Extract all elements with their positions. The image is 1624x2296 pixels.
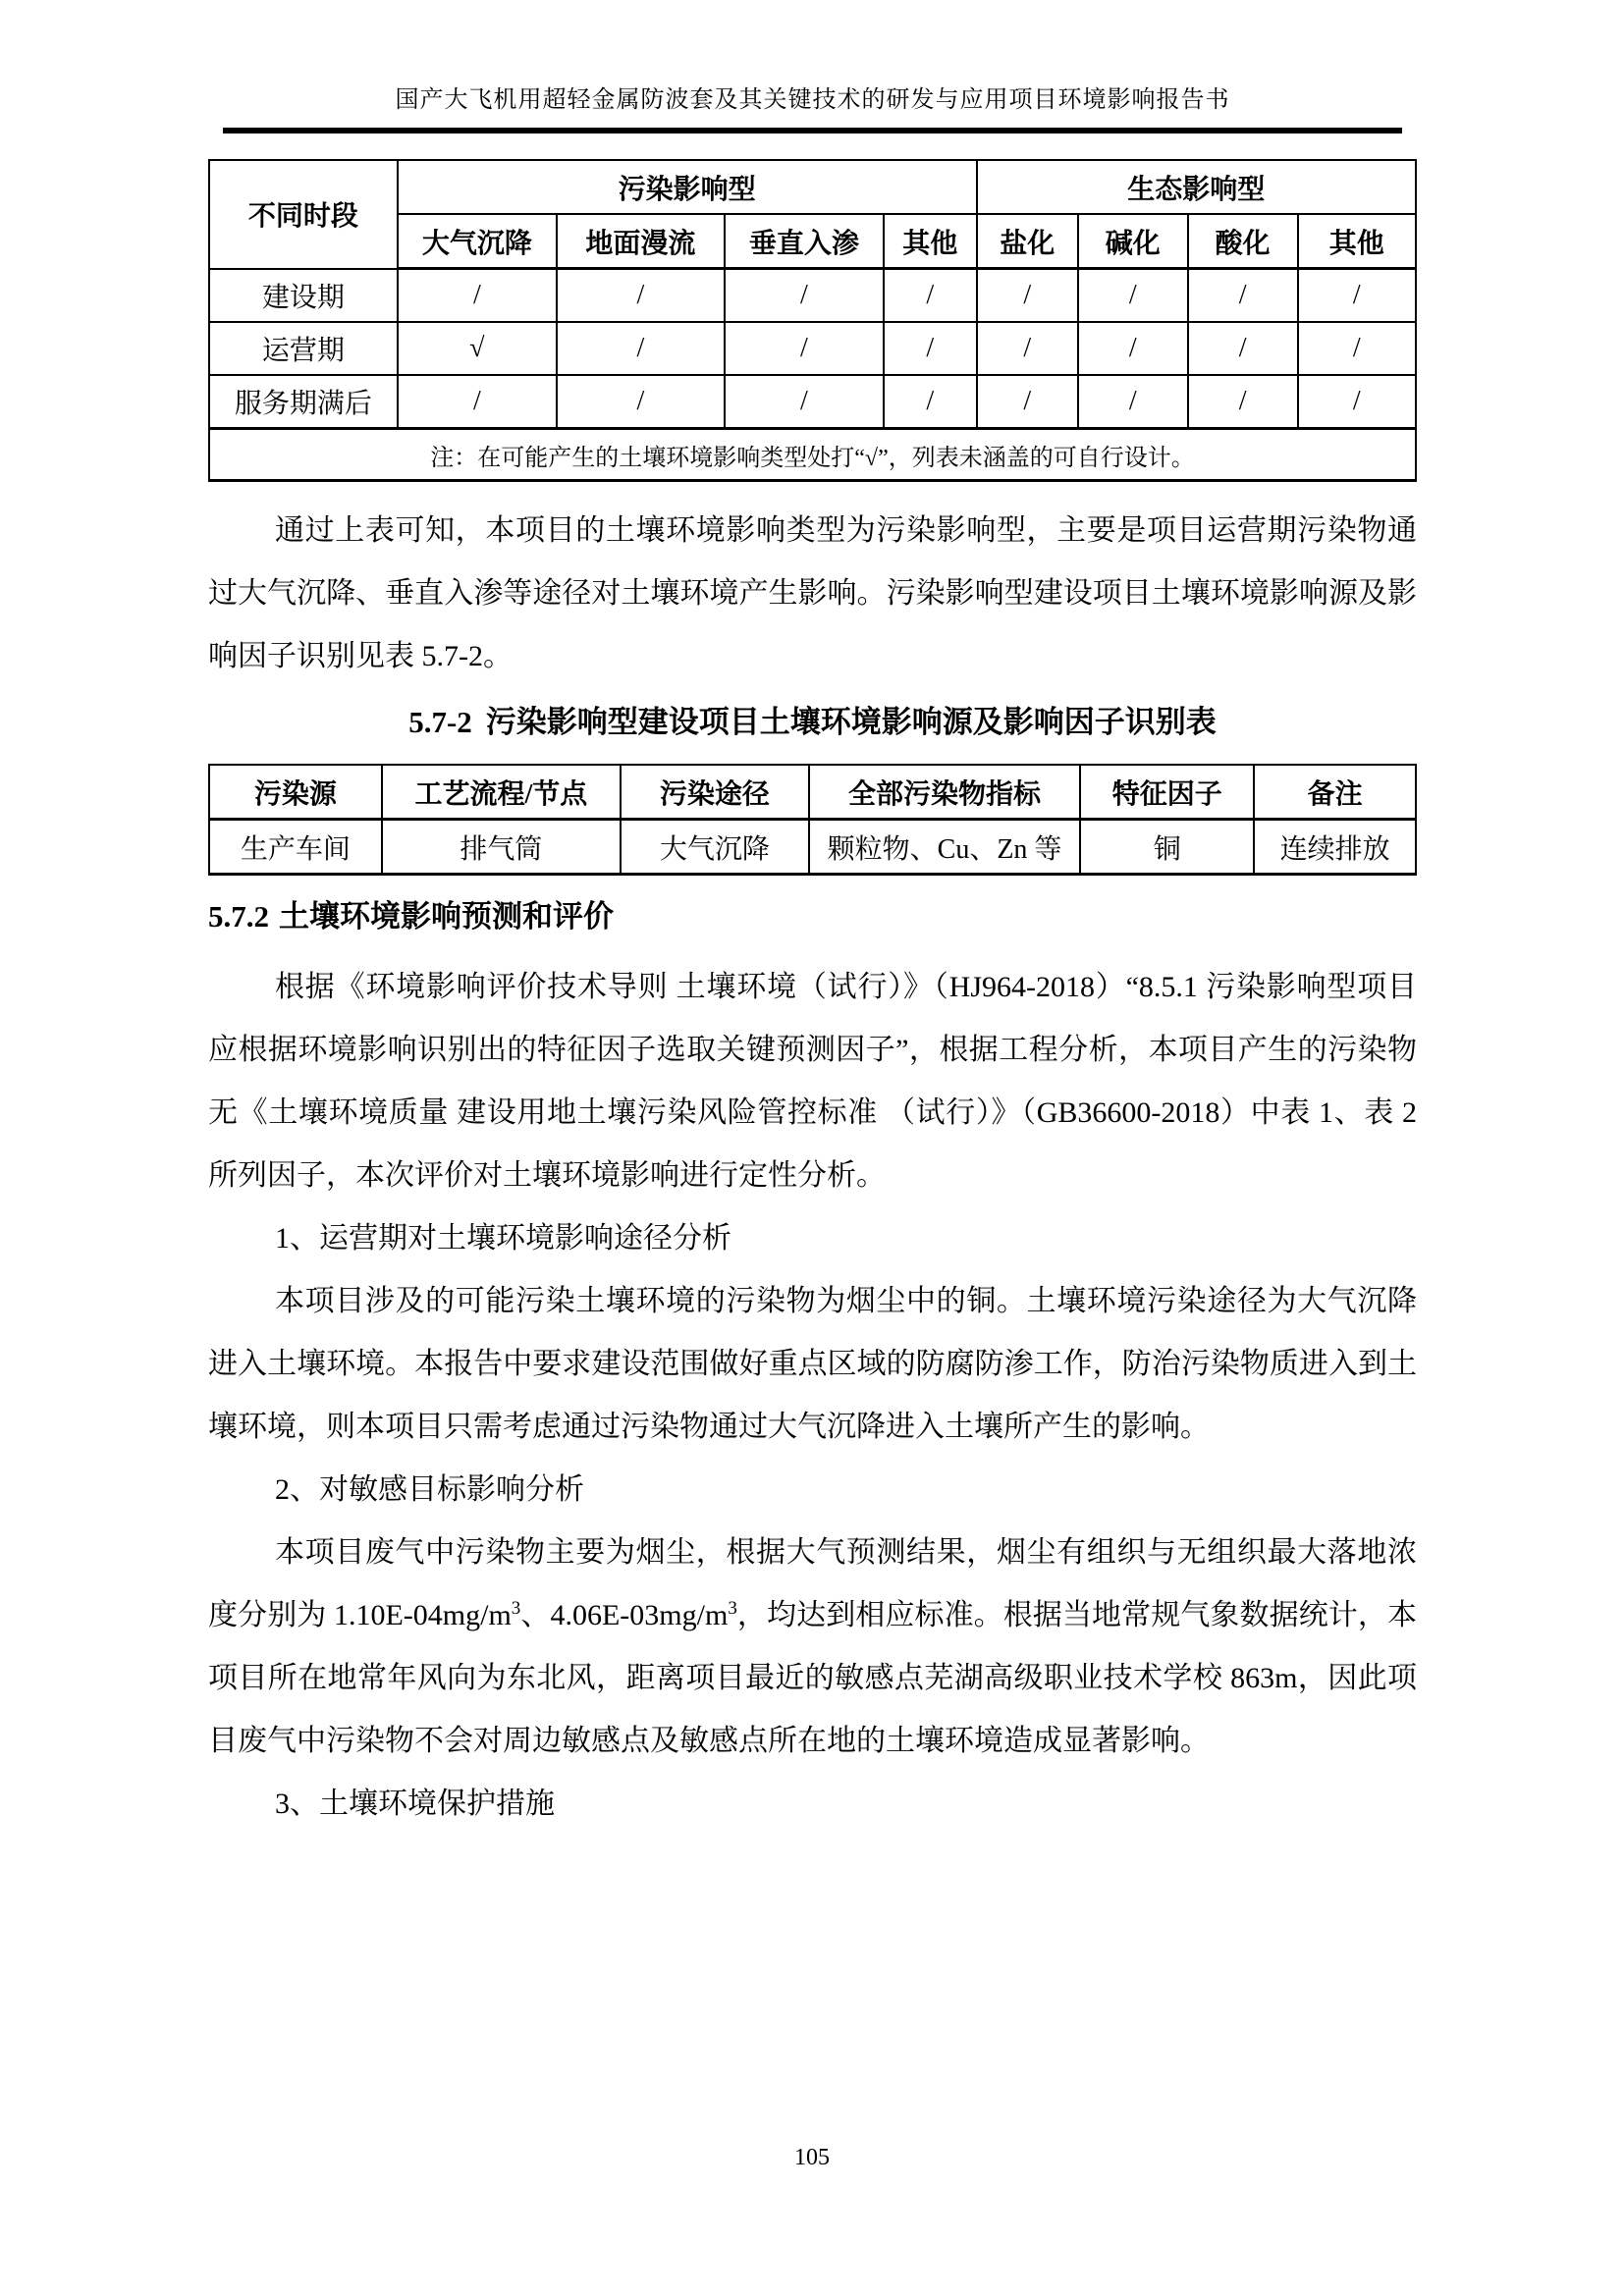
table-cell: / (884, 375, 977, 429)
superscript-cubed: 3 (728, 1598, 737, 1619)
sensitive-text-segment: ，均达到相应标准。根据当地常规气象数据统计，本项目所在地常年风向为东北风，距离项目最近的敏感点芜湖高级职业技术学校 863m，因此项目废气中污染物不会对周边敏感点及敏感点所在地的土壤环境造成显著影响。 (208, 1599, 1417, 1757)
column-header-cell: 污染源 (209, 765, 382, 820)
sensitive-text-segment: 本项目废气中污染物主要为烟尘，根据大气预测结果，烟尘有组织与无组织最大落地浓度分别为 1.10E-04mg/m (208, 1536, 1417, 1631)
table-cell-checked: √ (398, 322, 557, 375)
table-cell: / (977, 322, 1078, 375)
sub-header-cell: 盐化 (977, 214, 1078, 269)
superscript-cubed: 3 (511, 1598, 521, 1619)
table-cell: 生产车间 (209, 820, 382, 875)
factor-table-caption (208, 701, 1417, 744)
sub-header-cell: 其他 (884, 214, 977, 269)
caption-number: 5.7-2 (408, 705, 472, 739)
paragraph-basis: 根据《环境影响评价技术导则 土壤环境（试行）》（HJ964-2018）“8.5.1 污染影响型项目应根据环境影响识别出的特征因子选取关键预测因子”，根据工程分析，本项目产生的污染物无《土壤环境质量 建设用地土壤污染风险管控标准 （试行）》（GB36600-2018）中表 1、表 2 所列因子，本次评价对土壤环境影响进行定性分析。 (208, 971, 1417, 1192)
soil-impact-type-table (208, 159, 1417, 482)
table-cell: / (1078, 322, 1188, 375)
list-item-3-title: 3、土壤环境保护措施 (275, 1788, 555, 1820)
column-header-cell: 工艺流程/节点 (382, 765, 621, 820)
table-cell: / (398, 375, 557, 429)
paragraph-pathway-analysis: 本项目涉及的可能污染土壤环境的污染物为烟尘中的铜。土壤环境污染途径为大气沉降进入土壤环境。本报告中要求建设范围做好重点区域的防腐防渗工作，防治污染物质进入到土壤环境，则本项目只需考虑通过污染物通过大气沉降进入土壤所产生的影响。 (208, 1285, 1417, 1443)
table-cell: 连续排放 (1254, 820, 1416, 875)
section-heading-5-7-2 (208, 894, 1417, 939)
list-item-1-title: 1、运营期对土壤环境影响途径分析 (275, 1222, 731, 1255)
table-cell: 颗粒物、Cu、Zn 等 (809, 820, 1081, 875)
paragraph-sensitive-target (208, 1522, 1417, 1773)
list-item-2-title: 2、对敏感目标影响分析 (275, 1473, 584, 1506)
column-header-cell: 备注 (1254, 765, 1416, 820)
table-cell: 铜 (1080, 820, 1254, 875)
sub-header-cell: 碱化 (1078, 214, 1188, 269)
table-cell: / (725, 375, 884, 429)
column-header-cell: 特征因子 (1080, 765, 1254, 820)
table-cell: / (1298, 322, 1417, 375)
row-label-cell: 建设期 (209, 269, 398, 323)
table-cell: 排气筒 (382, 820, 621, 875)
section-number: 5.7.2 (208, 899, 269, 934)
table-row-operation (209, 322, 1416, 375)
sub-header-cell: 垂直入渗 (725, 214, 884, 269)
sub-header-cell: 大气沉降 (398, 214, 557, 269)
table-cell: / (1298, 375, 1417, 429)
page-content (208, 0, 1417, 1836)
table-cell: / (977, 375, 1078, 429)
table-note: 注：在可能产生的土壤环境影响类型处打“√”，列表未涵盖的可自行设计。 (209, 429, 1416, 481)
table-row-workshop (209, 820, 1416, 875)
table-cell: / (557, 375, 725, 429)
impact-factor-table (208, 764, 1417, 876)
table-cell: 大气沉降 (621, 820, 809, 875)
group-header-ecology: 生态影响型 (977, 160, 1416, 214)
table-cell: / (1188, 375, 1298, 429)
caption-text: 污染影响型建设项目土壤环境影响源及影响因子识别表 (485, 705, 1217, 739)
table-cell: / (725, 322, 884, 375)
page-number: 105 (794, 2145, 830, 2170)
table-cell: / (1298, 269, 1417, 323)
row-label-cell: 运营期 (209, 322, 398, 375)
sub-header-cell: 酸化 (1188, 214, 1298, 269)
sensitive-text-segment: 、4.06E-03mg/m (520, 1599, 729, 1631)
table-cell: / (884, 322, 977, 375)
table-cell: / (725, 269, 884, 323)
intro-paragraph: 通过上表可知，本项目的土壤环境影响类型为污染影响型，主要是项目运营期污染物通过大气沉降、垂直入渗等途径对土壤环境产生影响。污染影响型建设项目土壤环境影响源及影响因子识别见表 5.7-2。 (208, 514, 1417, 672)
header-rule (223, 128, 1402, 133)
column-header-cell: 全部污染物指标 (809, 765, 1081, 820)
table-cell: / (557, 322, 725, 375)
sub-header-cell: 其他 (1298, 214, 1417, 269)
document-header-title: 国产大飞机用超轻金属防波套及其关键技术的研发与应用项目环境影响报告书 (395, 87, 1230, 113)
table-cell: / (398, 269, 557, 323)
column-header-cell: 污染途径 (621, 765, 809, 820)
table-cell: / (1078, 269, 1188, 323)
row-label-cell: 服务期满后 (209, 375, 398, 429)
table-row-construction (209, 269, 1416, 323)
table-cell: / (557, 269, 725, 323)
table-cell: / (1188, 269, 1298, 323)
sub-header-cell: 地面漫流 (557, 214, 725, 269)
corner-header-cell: 不同时段 (209, 160, 398, 269)
group-header-pollution: 污染影响型 (398, 160, 977, 214)
table-cell: / (884, 269, 977, 323)
table-cell: / (977, 269, 1078, 323)
table-row-post-service (209, 375, 1416, 429)
table-cell: / (1188, 322, 1298, 375)
section-title: 土壤环境影响预测和评价 (279, 899, 614, 934)
table-cell: / (1078, 375, 1188, 429)
